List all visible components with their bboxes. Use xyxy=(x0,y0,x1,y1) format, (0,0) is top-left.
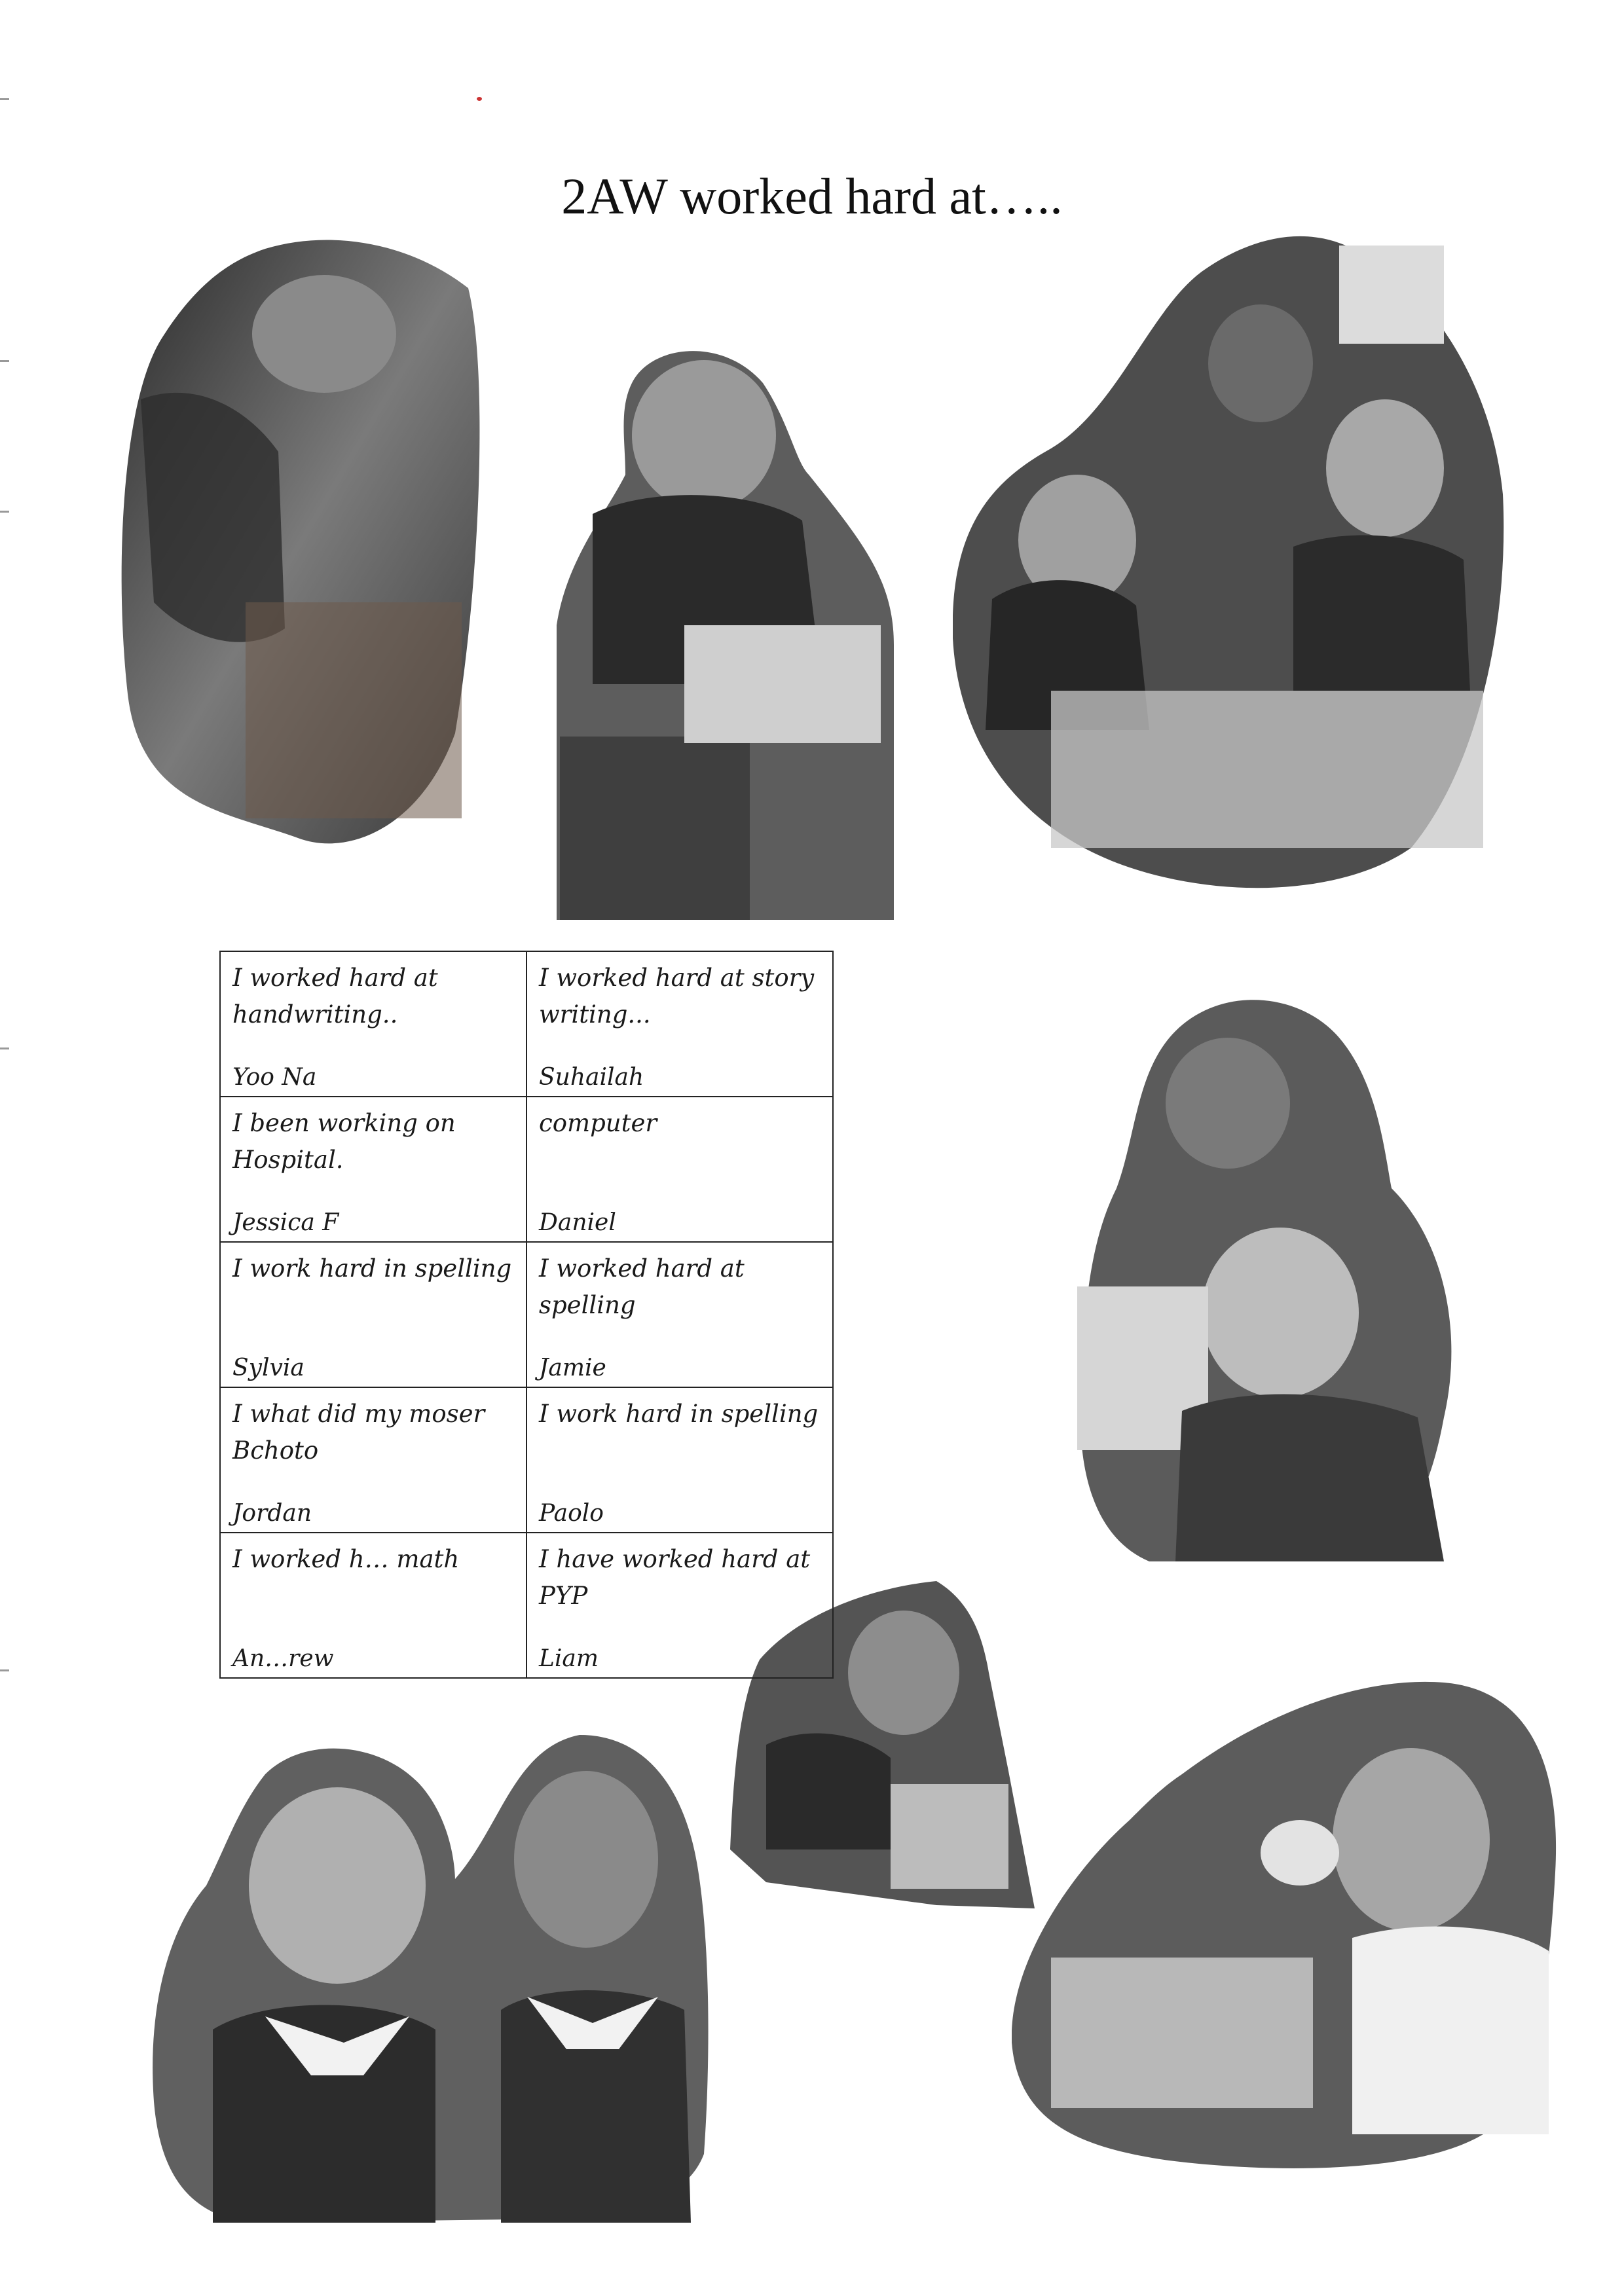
student-name: An…rew xyxy=(232,1645,334,1672)
table-cell xyxy=(526,1097,833,1242)
scan-speck xyxy=(477,97,482,101)
student-name: Jordan xyxy=(232,1500,312,1527)
cell-text: I work hard in spelling xyxy=(232,1254,512,1283)
cell-text: computer xyxy=(539,1109,657,1137)
margin-mark xyxy=(0,1048,9,1049)
photo-boys-at-desk xyxy=(1077,992,1457,1565)
table-row xyxy=(220,1097,833,1242)
margin-mark xyxy=(0,360,9,362)
table-row xyxy=(220,1387,833,1533)
student-name: Yoo Na xyxy=(232,1064,317,1091)
table-cell xyxy=(220,1387,526,1533)
photo-boy-building-blocks xyxy=(553,344,894,920)
student-name: Liam xyxy=(539,1645,599,1672)
cell-text: I been working on Hospital. xyxy=(232,1109,456,1174)
photo-two-girls-posing xyxy=(147,1735,717,2226)
table-cell xyxy=(220,951,526,1097)
table-cell xyxy=(526,1387,833,1533)
margin-mark xyxy=(0,1669,9,1671)
student-name: Jessica F xyxy=(232,1209,339,1236)
cell-text: I worked hard at spelling xyxy=(539,1254,745,1319)
table-cell xyxy=(526,951,833,1097)
cell-text: I have worked hard at PYP xyxy=(539,1545,811,1610)
cell-text: I worked h… math xyxy=(232,1545,460,1573)
margin-mark xyxy=(0,98,9,100)
table-cell xyxy=(526,1533,833,1678)
table-row xyxy=(220,1242,833,1387)
cell-text: I work hard in spelling xyxy=(539,1400,819,1428)
student-name: Jamie xyxy=(539,1355,606,1381)
cell-text: I worked hard at handwriting.. xyxy=(232,964,438,1029)
cell-text: I what did my moser Bchoto xyxy=(232,1400,485,1465)
student-name: Suhailah xyxy=(539,1064,644,1091)
cell-text: I worked hard at story writing... xyxy=(539,964,815,1029)
handwriting-table xyxy=(219,951,834,1679)
table-cell xyxy=(220,1533,526,1678)
table-cell xyxy=(220,1242,526,1387)
table-cell xyxy=(526,1242,833,1387)
photo-three-children-at-table xyxy=(953,232,1509,897)
student-name: Paolo xyxy=(539,1500,604,1527)
page-title: 2AW worked hard at….. xyxy=(561,168,1063,225)
photo-boy-looking-back xyxy=(1012,1676,1562,2174)
student-name: Daniel xyxy=(539,1209,616,1236)
table-cell xyxy=(220,1097,526,1242)
margin-mark xyxy=(0,511,9,513)
photo-girl-drawing xyxy=(115,236,488,858)
table-row xyxy=(220,951,833,1097)
table-row xyxy=(220,1533,833,1678)
student-name: Sylvia xyxy=(232,1355,304,1381)
